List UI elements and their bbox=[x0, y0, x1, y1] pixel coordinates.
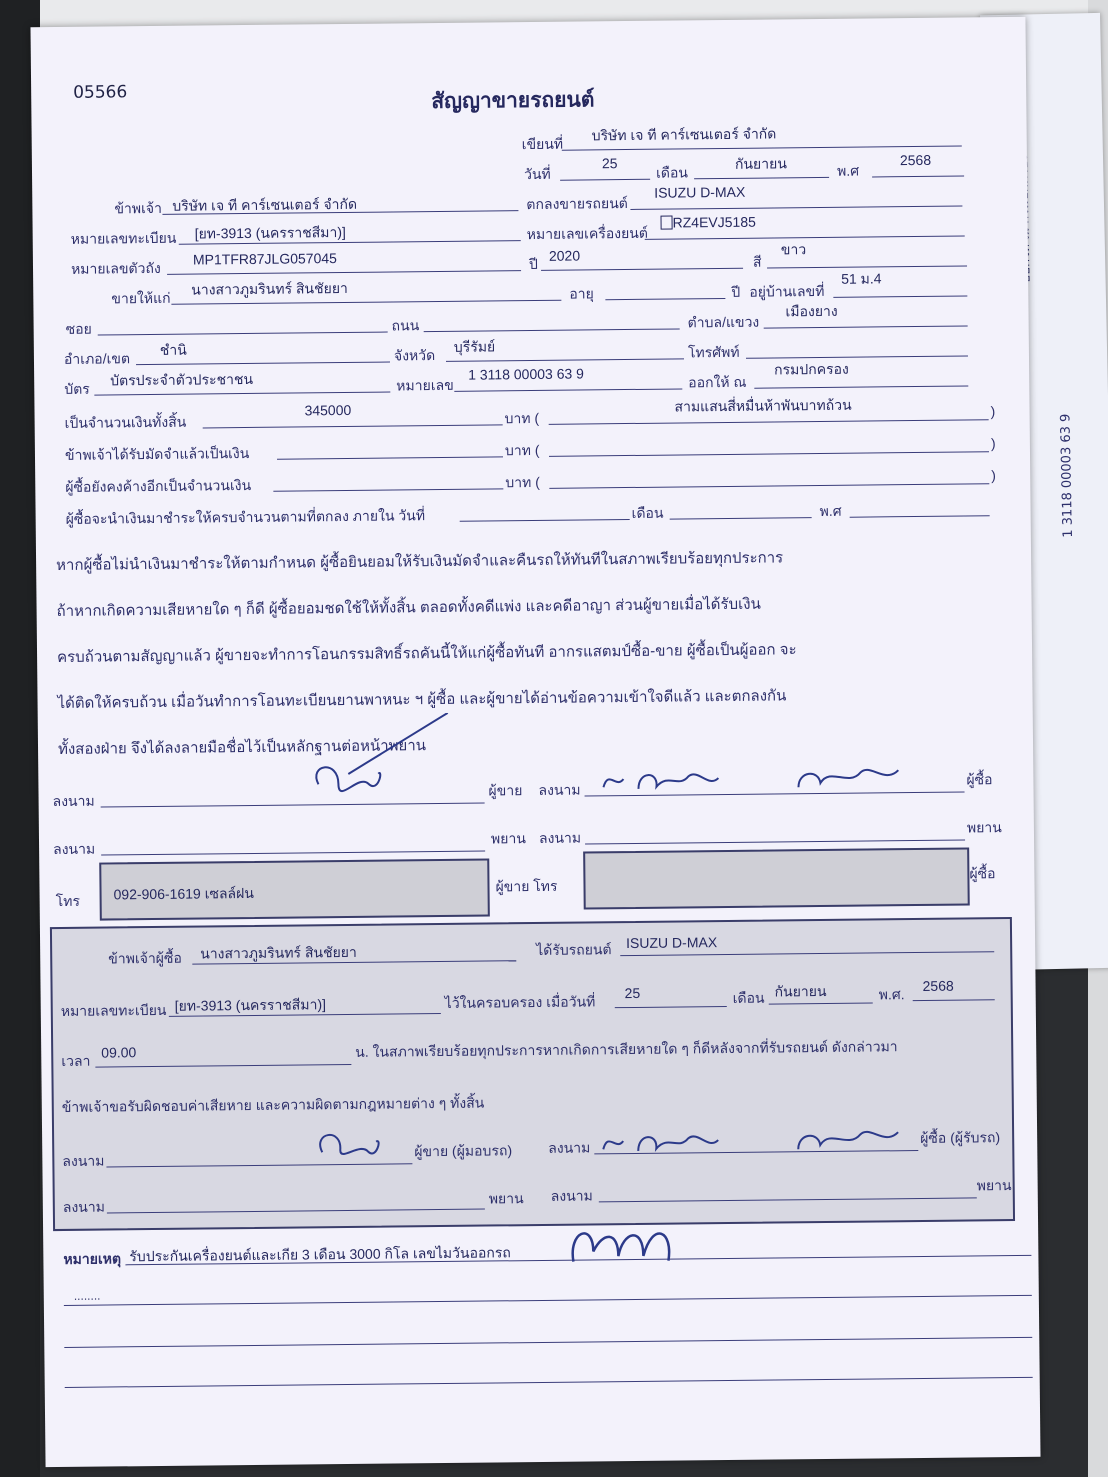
issued-by: กรมปกครอง bbox=[774, 360, 849, 378]
due-month-line bbox=[670, 517, 812, 519]
car-color: ขาว bbox=[780, 241, 807, 258]
district-line bbox=[136, 362, 390, 366]
receipt-buyer-label: ข้าพเจ้าผู้ซื้อ bbox=[108, 949, 182, 967]
date-day: 25 bbox=[601, 155, 618, 172]
written-at-label: เขียนที่ bbox=[521, 135, 564, 153]
deposit-line bbox=[277, 456, 503, 459]
seller-phone-role: ผู้ขาย โทร bbox=[495, 877, 558, 895]
due-label: ผู้ซื้อจะนำเงินมาชำระให้ครบจำนวนตามที่ตกลง ภายใน วันที่ bbox=[65, 507, 426, 527]
written-at-value: บริษัท เจ ที คาร์เซนเตอร์ จำกัด bbox=[591, 125, 777, 144]
sign-label-4: ลงนาม bbox=[538, 829, 582, 846]
remarks-line-4 bbox=[65, 1377, 1033, 1388]
due-year-line bbox=[850, 515, 990, 517]
engine-label: หมายเลขเครื่องยนต์ bbox=[526, 224, 649, 243]
total-amount: 345000 bbox=[304, 401, 352, 419]
house-line bbox=[833, 295, 967, 297]
receipt-sign-label-2: ลงนาม bbox=[548, 1139, 591, 1156]
sign-label-1: ลงนาม bbox=[52, 792, 95, 810]
due-day-line bbox=[460, 519, 630, 522]
phone-label-1: โทร bbox=[55, 892, 81, 910]
witness1-role: พยาน bbox=[490, 830, 526, 847]
remarks-line-2 bbox=[64, 1295, 1032, 1306]
remaining-baht: บาท ( bbox=[505, 473, 540, 491]
month-label: เดือน bbox=[655, 164, 688, 181]
receipt-line2: ข้าพเจ้าขอรับผิดชอบค่าเสียหาย และความผิดตามกฎหมายต่าง ๆ ทั้งสิ้น bbox=[61, 1094, 485, 1115]
province-line bbox=[446, 358, 684, 361]
receipt-sign-label-3: ลงนาม bbox=[62, 1198, 106, 1215]
soi-label: ซอย bbox=[65, 320, 92, 337]
car-color-label: สี bbox=[752, 253, 762, 270]
seller-role: ผู้ขาย bbox=[488, 782, 523, 799]
remarks-text: รับประกันเครื่องยนต์และเกีย 3 เดือน 3000 กิโล เลขไมวันออกรถ bbox=[129, 1244, 511, 1265]
remarks-line-3 bbox=[64, 1337, 1032, 1348]
date-year: 2568 bbox=[899, 151, 932, 169]
province: บุรีรัมย์ bbox=[453, 338, 496, 355]
card-no: 1 3118 00003 63 9 bbox=[468, 365, 584, 383]
soi-line bbox=[98, 332, 388, 336]
sign-label-3: ลงนาม bbox=[53, 840, 96, 858]
total-line bbox=[203, 424, 503, 428]
buyer-label: ขายให้แก่ bbox=[111, 289, 171, 307]
receipt-reg-label: หมายเลขทะเบียน bbox=[60, 1001, 167, 1019]
seller-label: ข้าพเจ้า bbox=[114, 199, 162, 217]
agree-sell-label: ตกลงขายรถยนต์ bbox=[526, 195, 628, 213]
car-model: ISUZU D-MAX bbox=[654, 183, 746, 201]
seller-name: บริษัท เจ ที คาร์เซนเตอร์ จำกัด bbox=[172, 195, 358, 214]
possess-day: 25 bbox=[624, 984, 641, 1002]
remarks-dots: ........ bbox=[73, 1288, 101, 1303]
terms-line-3: ครบถ้วนตามสัญญาแล้ว ผู้ขายจะทำการโอนกรรมสิทธิ์รถคันนี้ให้แก่ผู้ซื้อทันที อากรแสตมป์ซื้อ-ขาย ผู้ซื้อเป็นผู้ออก จะ bbox=[56, 641, 797, 667]
terms-line-1: หากผู้ซื้อไม่นำเงินมาชำระให้ตามกำหนด ผู้ซื้อยินยอมให้รับเงินมัดจำและคืนรถให้ทันทีในสภาพเรียบร้อยทุกประการ bbox=[56, 549, 784, 575]
date-day-line bbox=[560, 179, 650, 181]
terms-line-5: ทั้งสองฝ่าย จึงได้ลงลายมือชื่อไว้เป็นหลักฐานต่อหน้าพยาน bbox=[57, 737, 427, 758]
buyer-signature bbox=[598, 756, 918, 799]
reg-label: หมายเลขทะเบียน bbox=[70, 229, 177, 247]
due-month-label: เดือน bbox=[631, 504, 664, 521]
deposit-label: ข้าพเจ้าได้รับมัดจำแล้วเป็นเงิน bbox=[64, 444, 250, 463]
age-line bbox=[605, 298, 725, 300]
deposit-close: ) bbox=[990, 435, 996, 452]
phone-line bbox=[746, 355, 968, 358]
possess-month-label: เดือน bbox=[732, 989, 765, 1006]
remarks-label: หมายเหตุ bbox=[63, 1250, 122, 1267]
year-label: พ.ศ bbox=[836, 162, 860, 179]
buyer-phone-role: ผู้ซื้อ bbox=[969, 865, 996, 882]
subdistrict: เมืองยาง bbox=[785, 302, 838, 320]
age-unit: ปี bbox=[731, 283, 741, 300]
phone-label: โทรศัพท์ bbox=[687, 343, 740, 361]
receipt-buyer-signature bbox=[598, 1118, 918, 1161]
reg-no: [ยท-3913 (นครราชสีมา)] bbox=[194, 223, 346, 242]
province-label: จังหวัด bbox=[393, 347, 436, 364]
district: ชำนิ bbox=[159, 341, 187, 358]
subdistrict-label: ตำบล/แขวง bbox=[687, 313, 760, 331]
time-value: 09.00 bbox=[101, 1044, 137, 1061]
terms-line-2: ถ้าหากเกิดความเสียหายใด ๆ ก็ดี ผู้ซื้อยอมชดใช้ให้ทั้งสิ้น ตลอดทั้งคดีแพ่ง และคดีอาญา ส่วนผู้ขายเมื่อได้รับเงิน bbox=[56, 595, 761, 621]
receipt-sign-label-1: ลงนาม bbox=[62, 1152, 105, 1169]
buyer-name: นางสาวภูมรินทร์ สินชัยยา bbox=[191, 279, 348, 298]
date-year-line bbox=[872, 175, 964, 177]
receipt-witness1-role: พยาน bbox=[488, 1190, 524, 1207]
sign-label-2: ลงนาม bbox=[538, 781, 581, 798]
date-label: วันที่ bbox=[523, 165, 551, 183]
remaining-close: ) bbox=[991, 467, 996, 484]
card-no-label: หมายเลข bbox=[396, 376, 454, 394]
received-label: ได้รับรถยนต์ bbox=[536, 941, 612, 959]
document-title: สัญญาขายรถยนต์ bbox=[431, 87, 595, 114]
car-year: 2020 bbox=[548, 247, 581, 264]
total-words-line bbox=[549, 419, 989, 425]
possess-year-label: พ.ศ. bbox=[878, 986, 905, 1003]
possess-year: 2568 bbox=[922, 977, 954, 994]
card-no-line bbox=[454, 388, 682, 391]
chassis-line bbox=[167, 270, 521, 275]
issued-line bbox=[754, 385, 968, 388]
total-close: ) bbox=[990, 403, 996, 420]
contract-paper bbox=[30, 17, 1040, 1467]
deposit-baht: บาท ( bbox=[504, 441, 540, 459]
possess-label: ไว้ในครอบครอง เมื่อวันที่ bbox=[444, 993, 596, 1011]
car-year-line bbox=[541, 268, 743, 271]
witness2-role: พยาน bbox=[966, 819, 1002, 836]
buyer-phone-box bbox=[583, 847, 970, 909]
card-type: บัตรประจำตัวประชาชน bbox=[110, 370, 254, 389]
receipt-reg-no: [ยท-3913 (นครราชสีมา)] bbox=[174, 996, 327, 1014]
checkbox-icon bbox=[660, 216, 672, 230]
witness1-line bbox=[101, 851, 485, 856]
witness2-line bbox=[585, 840, 965, 845]
house-no: 51 ม.4 bbox=[841, 270, 882, 287]
possess-month: กันยายน bbox=[774, 982, 827, 1000]
receipt-seller-signature bbox=[312, 1101, 403, 1162]
remaining-words-line bbox=[549, 483, 989, 489]
age-label: อายุ bbox=[569, 285, 594, 302]
date-month-line bbox=[694, 177, 829, 179]
receipt-seller-role: ผู้ขาย (ผู้มอบรถ) bbox=[414, 1142, 513, 1160]
received-car: ISUZU D-MAX bbox=[626, 934, 718, 952]
document-number: 05566 bbox=[73, 82, 128, 103]
chassis-no: MP1TFR87JLG057045 bbox=[192, 250, 337, 268]
receipt-buyer-role: ผู้ซื้อ (ผู้รับรถ) bbox=[920, 1129, 1001, 1146]
buyer-role: ผู้ซื้อ bbox=[966, 771, 993, 788]
back-sheet-idno: 1 3118 00003 63 9 bbox=[1058, 413, 1076, 538]
receipt-witness2-role: พยาน bbox=[976, 1177, 1012, 1194]
road-line bbox=[424, 328, 680, 332]
terms-line-4: ได้ติดให้ครบถ้วน เมื่อวันทำการโอนทะเบียนยานพาหนะ ฯ ผู้ซื้อ และผู้ขายได้อ่านข้อความเข้าใจดีแล้ว และตกลงกัน bbox=[57, 687, 787, 713]
remaining-label: ผู้ซื้อยังคงค้างอีกเป็นจำนวนเงิน bbox=[65, 476, 252, 495]
deposit-words-line bbox=[549, 451, 989, 457]
due-year-label: พ.ศ bbox=[819, 502, 842, 520]
seller-sign-line bbox=[101, 803, 485, 808]
remaining-line bbox=[273, 488, 503, 491]
seller-phone: 092-906-1619 เซลล์ฝน bbox=[113, 884, 254, 903]
total-baht: บาท ( bbox=[504, 409, 540, 427]
receipt-line1: น. ในสภาพเรียบร้อยทุกประการหากเกิดการเสียหายใด ๆ ก็ดีหลังจากที่รับรถยนต์ ดังกล่าวมา bbox=[355, 1038, 898, 1060]
car-model-line bbox=[630, 206, 962, 210]
total-label: เป็นจำนวนเงินทั้งสิ้น bbox=[64, 413, 187, 431]
district-label: อำเภอ/เขต bbox=[63, 350, 131, 367]
car-year-label: ปี bbox=[528, 255, 538, 273]
mileage-handwriting bbox=[563, 1210, 704, 1271]
total-words: สามแสนสี่หมื่นห้าพันบาทถ้วน bbox=[674, 396, 852, 415]
chassis-label: หมายเลขตัวถัง bbox=[70, 259, 161, 277]
date-month: กันยายน bbox=[734, 155, 787, 172]
card-label: บัตร bbox=[64, 380, 90, 397]
receipt-sign-label-4: ลงนาม bbox=[550, 1187, 593, 1204]
engine-no: RZ4EVJ5185 bbox=[672, 213, 756, 231]
issued-label: ออกให้ ณ bbox=[688, 373, 747, 391]
time-label: เวลา bbox=[61, 1052, 91, 1069]
subdistrict-line bbox=[764, 325, 968, 328]
seller-signature bbox=[308, 713, 459, 805]
house-label: อยู่บ้านเลขที่ bbox=[749, 282, 825, 300]
road-label: ถนน bbox=[391, 317, 420, 334]
receipt-buyer-name: นางสาวภูมรินทร์ สินชัยยา bbox=[200, 943, 357, 962]
